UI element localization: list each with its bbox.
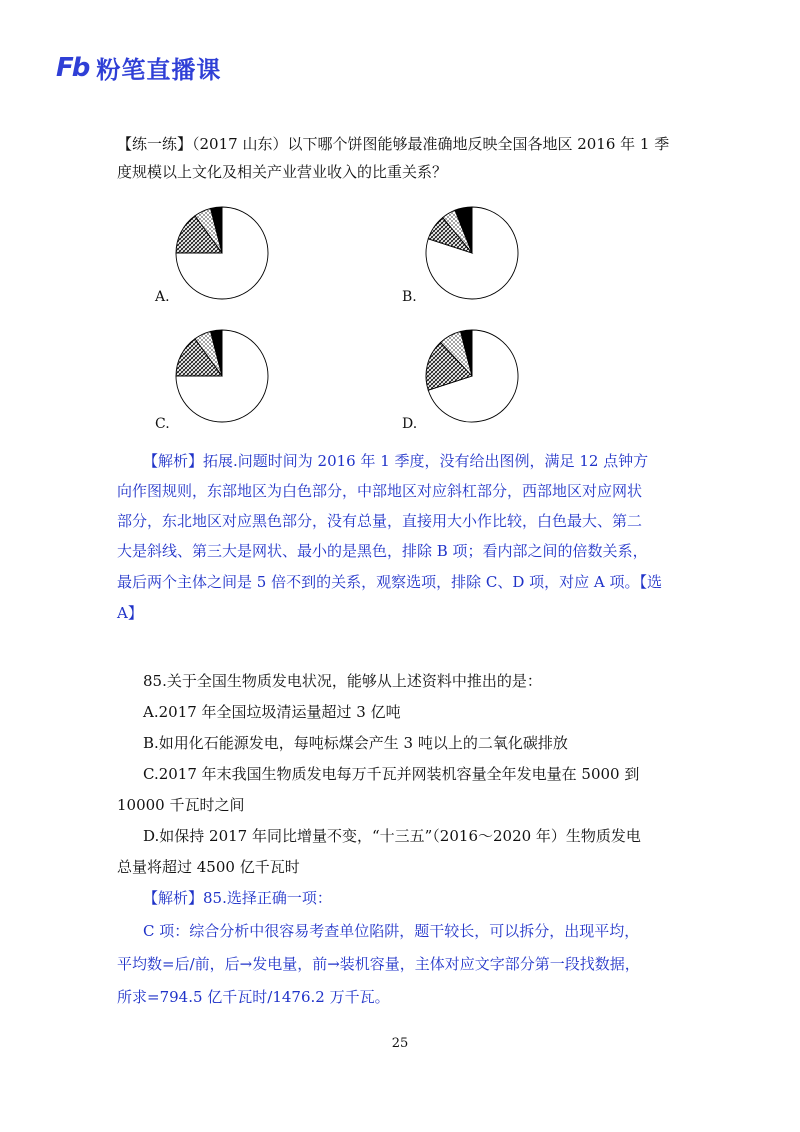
pie-option-b: [422, 203, 522, 307]
analysis-line: 【解析】拓展.问题时间为 2016 年 1 季度，没有给出图例，满足 12 点钟方: [143, 452, 649, 470]
logo-text: 粉笔直播课: [96, 56, 222, 84]
q85-option-c: C.2017 年末我国生物质发电每万千瓦并网装机容量全年发电量在 5000 到: [143, 765, 640, 783]
analysis-line: 向作图规则，东部地区为白色部分，中部地区对应斜杠部分，西部地区对应网状: [117, 482, 643, 500]
analysis-line: 大是斜线、第三大是网状、最小的是黑色，排除 B 项；看内部之间的倍数关系，: [117, 542, 648, 560]
q85-stem: 85.关于全国生物质发电状况，能够从上述资料中推出的是：: [143, 672, 542, 690]
q85-option-b: B.如用化石能源发电，每吨标煤会产生 3 吨以上的二氧化碳排放: [143, 734, 568, 752]
brand-logo: [56, 50, 221, 85]
analysis2-title: 【解析】85.选择正确一项：: [143, 889, 332, 907]
q85-option-a: A.2017 年全国垃圾清运量超过 3 亿吨: [143, 703, 401, 721]
pie-chart-d: [422, 326, 522, 426]
analysis-line: A】: [117, 604, 143, 622]
pie-option-d: [422, 326, 522, 430]
q85-option-d-cont: 总量将超过 4500 亿千瓦时: [117, 858, 300, 876]
pie-option-a: [172, 203, 272, 307]
analysis2-line: C 项：综合分析中很容易考查单位陷阱，题干较长，可以拆分，出现平均，: [143, 922, 640, 940]
option-b-label: B.: [402, 289, 417, 305]
pie-option-c: [172, 326, 272, 430]
option-c-label: C.: [155, 416, 170, 432]
pie-chart-b: [422, 203, 522, 303]
analysis-line: 最后两个主体之间是 5 倍不到的关系，观察选项，排除 C、D 项，对应 A 项。【选: [117, 573, 662, 591]
question-text: 【练一练】（2017 山东）以下哪个饼图能够最准确地反映全国各地区 2016 年 1 季度规模以上文化及相关产业营业收入的比重关系？: [117, 135, 670, 181]
page-number: 25: [391, 1036, 409, 1051]
analysis-line: 部分，东北地区对应黑色部分，没有总量，直接用大小作比较，白色最大、第二: [117, 512, 643, 530]
logo-mark: Fb: [56, 52, 89, 83]
analysis2-line: 平均数=后/前，后→发电量，前→装机容量，主体对应文字部分第一段找数据，: [117, 955, 640, 973]
analysis2-line: 所求=794.5 亿千瓦时/1476.2 万千瓦。: [117, 988, 390, 1006]
q85-option-d: D.如保持 2017 年同比增量不变，“十三五”（2016～2020 年）生物质发电: [143, 827, 641, 845]
pie-chart-a: [172, 203, 272, 303]
pie-chart-c: [172, 326, 272, 426]
option-d-label: D.: [402, 416, 418, 432]
option-a-label: A.: [155, 289, 170, 305]
q85-option-c-cont: 10000 千瓦时之间: [117, 796, 245, 814]
